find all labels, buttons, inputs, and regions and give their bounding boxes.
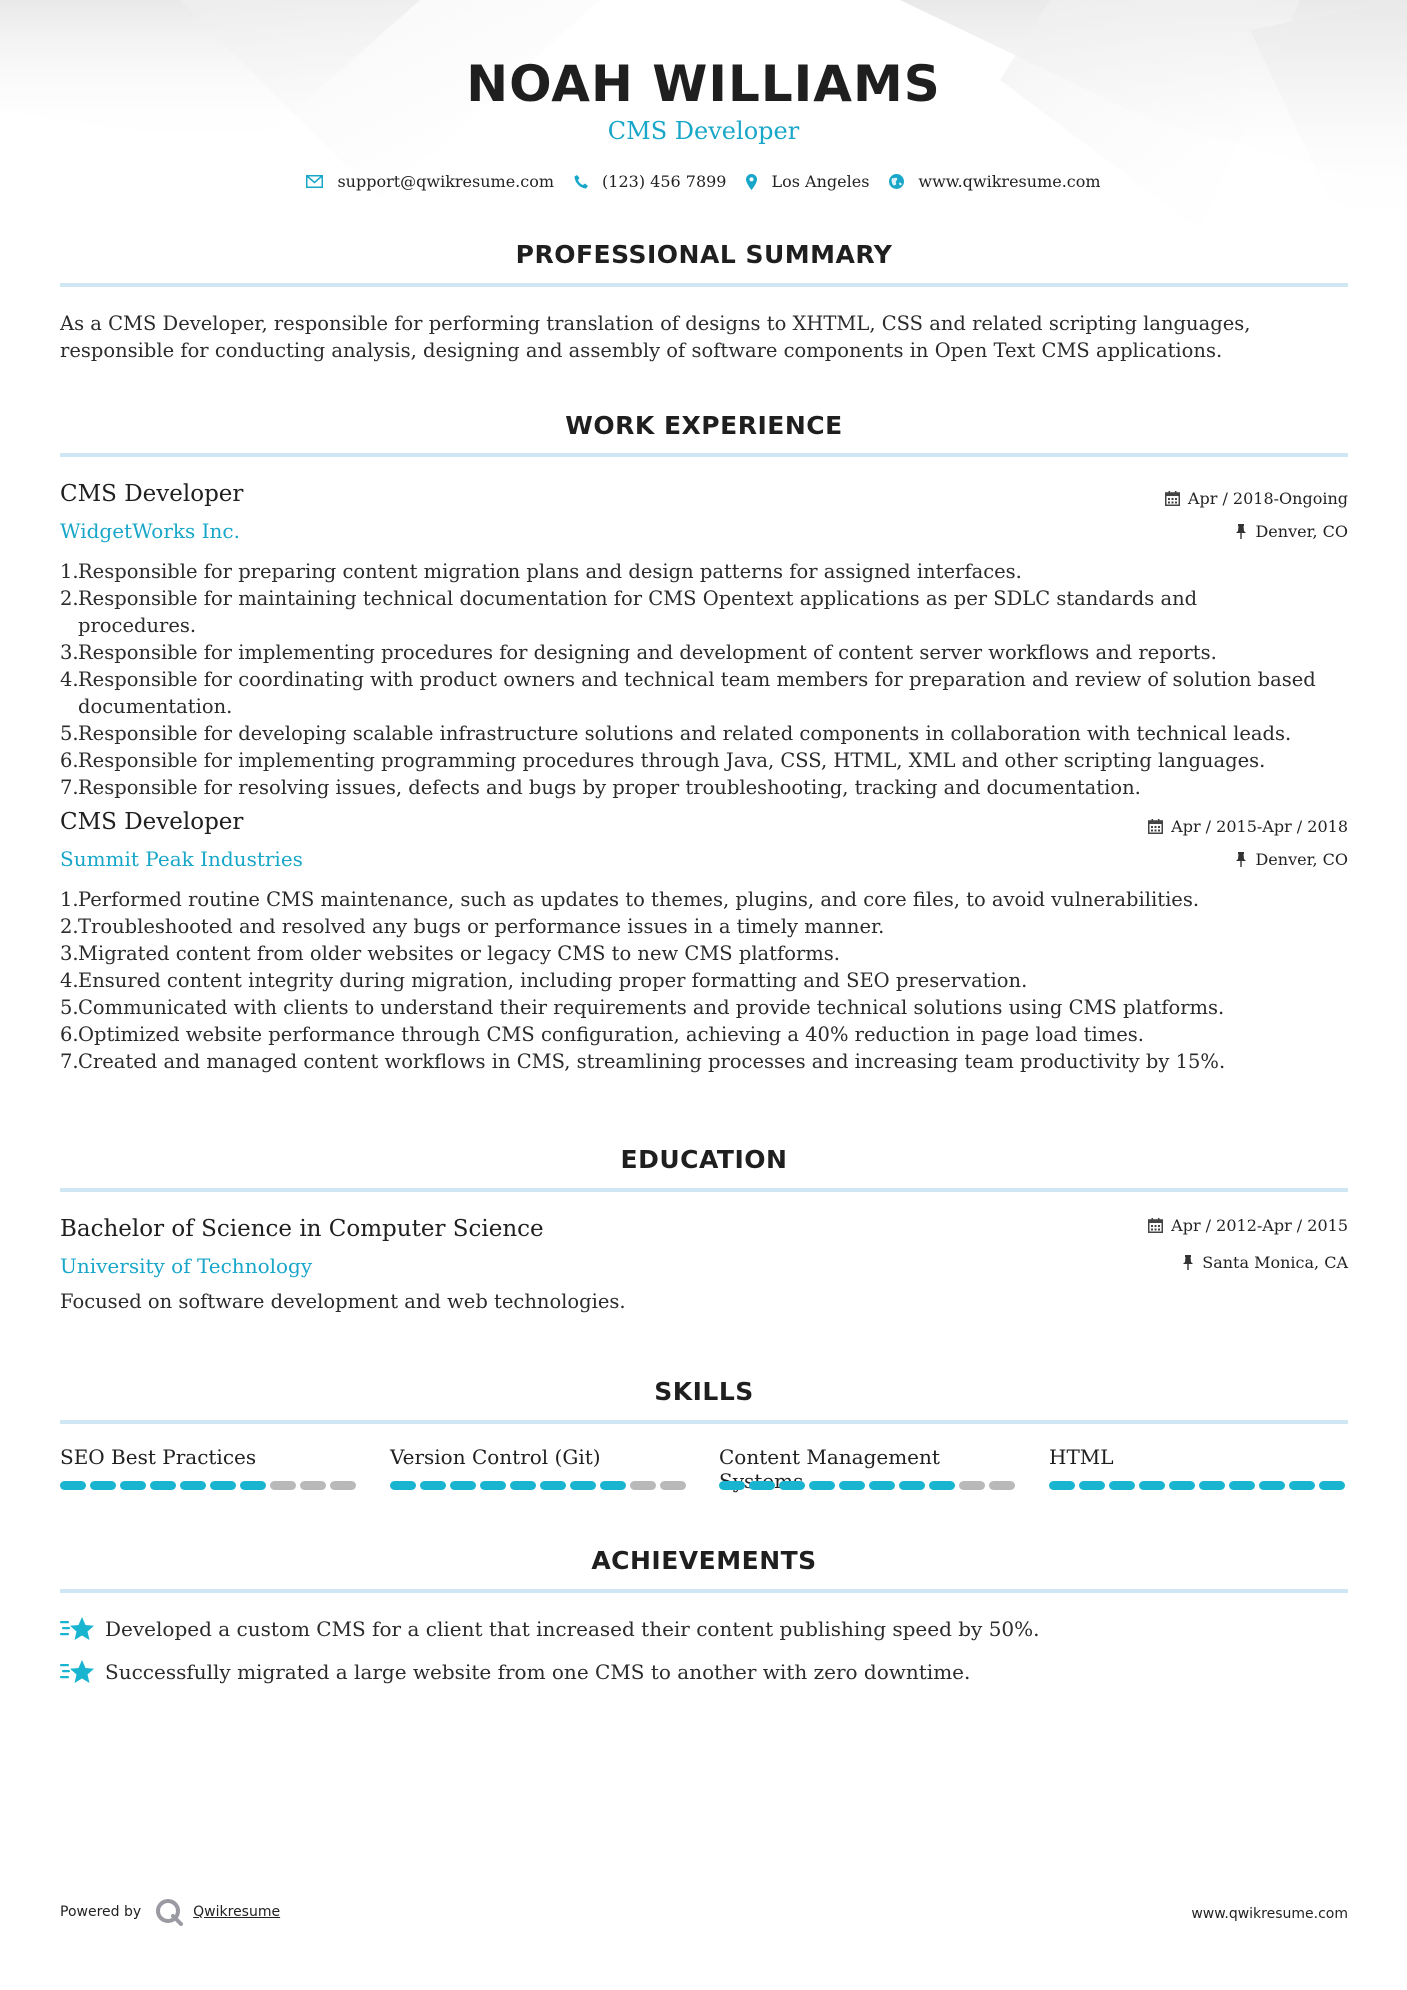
- education-location-text: Santa Monica, CA: [1202, 1253, 1348, 1272]
- contact-website[interactable]: [889, 172, 1100, 191]
- skill-label: SEO Best Practices: [60, 1445, 257, 1469]
- skill-dot-filled: [839, 1481, 865, 1490]
- list-item: 7. Responsible for resolving issues, defects and bugs by proper troubleshooting, tracking and documentation.: [60, 776, 1141, 799]
- skill-dot-empty: [630, 1481, 656, 1490]
- qwikresume-link[interactable]: Qwikresume: [193, 1904, 281, 1920]
- skill-dot-filled: [1319, 1481, 1345, 1490]
- experience-divider: [60, 453, 1348, 457]
- list-item: 1. Performed routine CMS maintenance, such as updates to themes, plugins, and core files, to avoid vulnerabilities.: [60, 888, 1200, 911]
- list-item: 5. Responsible for developing scalable infrastructure solutions and related components in collaboration with technical leads.: [60, 722, 1292, 745]
- education-description: Focused on software development and web technologies.: [60, 1290, 626, 1313]
- job-2-location: [1235, 850, 1348, 869]
- job-1-dates-text: Apr / 2018-Ongoing: [1187, 489, 1348, 508]
- calendar-icon: [1148, 819, 1163, 834]
- candidate-role: CMS Developer: [607, 117, 800, 145]
- phone-text: (123) 456 7899: [602, 172, 727, 191]
- calendar-icon: [1148, 1218, 1163, 1233]
- skill-dot-filled: [1169, 1481, 1195, 1490]
- education-degree: Bachelor of Science in Computer Science: [60, 1216, 544, 1242]
- education-location: [1182, 1253, 1348, 1272]
- skill-dot-empty: [300, 1481, 326, 1490]
- powered-by-label: Powered by: [60, 1904, 142, 1920]
- skill-dot-filled: [510, 1481, 536, 1490]
- skill-meter: [719, 1481, 1019, 1490]
- achievement-text: Successfully migrated a large website from one CMS to another with zero downtime.: [105, 1660, 971, 1684]
- education-school: University of Technology: [60, 1254, 313, 1278]
- contact-bar: [0, 172, 1407, 191]
- skill-dot-filled: [1259, 1481, 1285, 1490]
- achievement-item: [60, 1658, 970, 1686]
- list-item: 4. Ensured content integrity during migration, including proper formatting and SEO preservation.: [60, 969, 1028, 992]
- skill-dot-filled: [600, 1481, 626, 1490]
- skill-meter: [1049, 1481, 1349, 1490]
- skill-dot-filled: [240, 1481, 266, 1490]
- skill-dot-filled: [1049, 1481, 1075, 1490]
- website-text: www.qwikresume.com: [918, 172, 1101, 191]
- skill-dot-filled: [779, 1481, 805, 1490]
- summary-text: As a CMS Developer, responsible for performing translation of designs to XHTML, CSS and related scripting languages, responsible for conducting analysis, designing and assembly of software components in Open Text CMS applications.: [60, 312, 1251, 362]
- job-2-responsibilities: [60, 886, 1320, 1075]
- location-text: Los Angeles: [771, 172, 870, 191]
- job-2-title: CMS Developer: [60, 809, 244, 835]
- job-1-location: [1235, 522, 1348, 541]
- skill-dot-filled: [1079, 1481, 1105, 1490]
- job-2-location-text: Denver, CO: [1255, 850, 1348, 869]
- skill-dot-filled: [450, 1481, 476, 1490]
- contact-phone[interactable]: [574, 172, 726, 191]
- skill-label: Version Control (Git): [390, 1445, 601, 1469]
- skill-dot-empty: [989, 1481, 1015, 1490]
- skill-meter: [60, 1481, 360, 1490]
- skill-dot-filled: [1229, 1481, 1255, 1490]
- calendar-icon: [1165, 491, 1180, 506]
- job-2-dates-text: Apr / 2015-Apr / 2018: [1171, 817, 1348, 836]
- list-item: 5. Communicated with clients to understand their requirements and provide technical solutions using CMS platforms.: [60, 996, 1225, 1019]
- summary-heading: PROFESSIONAL SUMMARY: [515, 240, 893, 269]
- skill-dot-empty: [660, 1481, 686, 1490]
- achievement-text: Developed a custom CMS for a client that increased their content publishing speed by 50%.: [105, 1617, 1040, 1641]
- list-item: 2. Troubleshooted and resolved any bugs or performance issues in a timely manner.: [60, 915, 885, 938]
- list-item: 7. Created and managed content workflows in CMS, streamlining processes and increasing team productivity by 15%.: [60, 1050, 1226, 1073]
- skill-dot-filled: [180, 1481, 206, 1490]
- skills-divider: [60, 1420, 1348, 1424]
- skill-dot-filled: [570, 1481, 596, 1490]
- skill-html: [1049, 1445, 1349, 1490]
- job-1-title: CMS Developer: [60, 481, 244, 507]
- star-icon: [60, 1658, 95, 1686]
- phone-icon: [574, 174, 588, 189]
- skill-dot-filled: [749, 1481, 775, 1490]
- skill-dot-filled: [719, 1481, 745, 1490]
- skills-heading: SKILLS: [654, 1377, 754, 1406]
- pushpin-icon: [1235, 852, 1247, 867]
- globe-icon: [889, 174, 904, 189]
- qwikresume-logo-icon: [155, 1898, 183, 1926]
- list-item: 4. Responsible for coordinating with product owners and technical team members for preparation and review of solution based documentation.: [60, 668, 1316, 718]
- skill-dot-filled: [90, 1481, 116, 1490]
- skill-dot-filled: [150, 1481, 176, 1490]
- education-heading: EDUCATION: [620, 1145, 788, 1174]
- education-dates: [1148, 1216, 1348, 1235]
- skill-dot-filled: [60, 1481, 86, 1490]
- email-text: support@qwikresume.com: [337, 172, 555, 191]
- job-1-location-text: Denver, CO: [1255, 522, 1348, 541]
- envelope-icon: [306, 175, 323, 188]
- candidate-name: NOAH WILLIAMS: [466, 55, 941, 113]
- skill-dot-filled: [210, 1481, 236, 1490]
- job-1-dates: [1165, 489, 1348, 508]
- achievements-divider: [60, 1589, 1348, 1593]
- skill-dot-filled: [929, 1481, 955, 1490]
- pushpin-icon: [1182, 1255, 1194, 1270]
- experience-heading: WORK EXPERIENCE: [565, 411, 843, 440]
- pushpin-icon: [1235, 524, 1247, 539]
- footer-powered-by: [60, 1898, 280, 1926]
- skill-meter: [390, 1481, 690, 1490]
- skill-dot-empty: [959, 1481, 985, 1490]
- skill-dot-filled: [899, 1481, 925, 1490]
- skill-dot-filled: [1289, 1481, 1315, 1490]
- skill-label: Content Management: [719, 1445, 940, 1469]
- skill-dot-empty: [330, 1481, 356, 1490]
- skill-label: HTML: [1049, 1445, 1114, 1469]
- summary-divider: [60, 283, 1348, 287]
- skill-dot-filled: [540, 1481, 566, 1490]
- job-1-responsibilities: [60, 558, 1320, 801]
- job-2-company: Summit Peak Industries: [60, 847, 303, 871]
- education-dates-text: Apr / 2012-Apr / 2015: [1171, 1216, 1348, 1235]
- list-item: 6. Responsible for implementing programming procedures through Java, CSS, HTML, XML and other scripting languages.: [60, 749, 1266, 772]
- skill-dot-filled: [1109, 1481, 1135, 1490]
- job-2-dates: [1148, 817, 1348, 836]
- list-item: 6. Optimized website performance through CMS configuration, achieving a 40% reduction in page load times.: [60, 1023, 1144, 1046]
- list-item: 3. Responsible for implementing procedures for designing and development of content server workflows and reports.: [60, 641, 1217, 664]
- contact-email[interactable]: [306, 172, 554, 191]
- footer-website[interactable]: www.qwikresume.com: [1191, 1906, 1348, 1922]
- skill-dot-empty: [270, 1481, 296, 1490]
- skill-seo: [60, 1445, 360, 1490]
- list-item: 1. Responsible for preparing content migration plans and design patterns for assigned interfaces.: [60, 560, 1022, 583]
- skill-dot-filled: [420, 1481, 446, 1490]
- education-divider: [60, 1188, 1348, 1192]
- skill-cms: [719, 1445, 1019, 1490]
- contact-location: [746, 172, 869, 191]
- achievements-heading: ACHIEVEMENTS: [591, 1546, 817, 1575]
- skill-dot-filled: [869, 1481, 895, 1490]
- job-1-company: WidgetWorks Inc.: [60, 519, 240, 543]
- skill-dot-filled: [1139, 1481, 1165, 1490]
- star-icon: [60, 1615, 95, 1643]
- skill-version-control: [390, 1445, 690, 1490]
- map-pin-icon: [746, 174, 757, 190]
- achievement-item: [60, 1615, 1040, 1643]
- skill-dot-filled: [390, 1481, 416, 1490]
- skill-dot-filled: [120, 1481, 146, 1490]
- skill-dot-filled: [480, 1481, 506, 1490]
- skill-dot-filled: [1199, 1481, 1225, 1490]
- skill-dot-filled: [809, 1481, 835, 1490]
- list-item: 2. Responsible for maintaining technical documentation for CMS Opentext applications as per SDLC standards and procedures.: [60, 587, 1198, 637]
- list-item: 3. Migrated content from older websites or legacy CMS to new CMS platforms.: [60, 942, 840, 965]
